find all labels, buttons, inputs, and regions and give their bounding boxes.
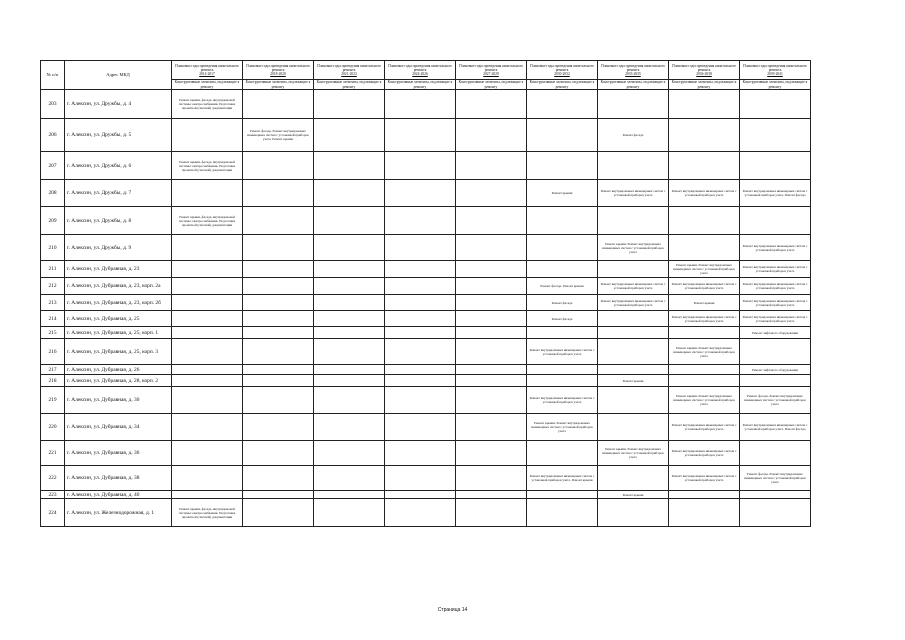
table-row bbox=[41, 152, 811, 180]
header-period-1 bbox=[243, 61, 314, 80]
repair-cell bbox=[456, 327, 527, 339]
repair-cell bbox=[385, 295, 456, 311]
repair-cell bbox=[598, 327, 669, 339]
table-row bbox=[41, 180, 811, 207]
row-number: 209 bbox=[41, 207, 65, 235]
table-row bbox=[41, 466, 811, 491]
repair-cell bbox=[172, 387, 243, 414]
repair-cell bbox=[740, 207, 811, 235]
repair-cell bbox=[669, 499, 740, 527]
repair-cell: Ремонт крыши bbox=[527, 180, 598, 207]
table-row bbox=[41, 295, 811, 311]
repair-cell bbox=[740, 90, 811, 119]
repair-cell bbox=[456, 295, 527, 311]
repair-cell bbox=[598, 365, 669, 375]
row-address: г. Алексин, ул. Дубравная, д. 23, корп. 2а bbox=[65, 278, 172, 295]
table-row bbox=[41, 499, 811, 527]
row-address: г. Алексин, ул. Дружбы, д. 7 bbox=[65, 180, 172, 207]
row-address: г. Алексин, ул. Дружбы, д. 4 bbox=[65, 90, 172, 119]
row-number: 214 bbox=[41, 311, 65, 327]
repair-cell bbox=[314, 90, 385, 119]
repair-cell bbox=[598, 387, 669, 414]
row-number: 203 bbox=[41, 90, 65, 119]
header-subheader: Конструктивные элементы, подлежащие к ремонту bbox=[456, 80, 527, 90]
repair-cell: Ремонт внутридомовых инженерных систем с установкой приборов учета. Ремонт фасада bbox=[740, 414, 811, 441]
repair-cell bbox=[314, 235, 385, 261]
repair-cell bbox=[243, 441, 314, 466]
repair-cell bbox=[527, 441, 598, 466]
table-row bbox=[41, 90, 811, 119]
header-period-years: 2024-2026 bbox=[412, 72, 428, 77]
repair-cell bbox=[385, 441, 456, 466]
repair-cell: Ремонт крыши bbox=[598, 375, 669, 387]
repair-cell bbox=[527, 327, 598, 339]
row-number: 207 bbox=[41, 152, 65, 180]
repair-cell: Ремонт крыши. Ремонт внутридомовых инженерных систем с установкой приборов учета bbox=[527, 414, 598, 441]
row-number: 224 bbox=[41, 499, 65, 527]
row-address: г. Алексин, ул. Дружбы, д. 6 bbox=[65, 152, 172, 180]
repair-cell bbox=[385, 180, 456, 207]
header-period-7 bbox=[669, 61, 740, 80]
repair-cell: Ремонт фасада. Ремонт крыши bbox=[527, 278, 598, 295]
repair-cell bbox=[456, 207, 527, 235]
repair-cell bbox=[385, 499, 456, 527]
repair-cell: Ремонт крыши, фасада, внутридомовой системы электроснабжения. Подготовка проектной (сметной) документации bbox=[172, 207, 243, 235]
repair-cell: Ремонт внутридомовых инженерных систем с установкой приборов учета bbox=[527, 339, 598, 365]
repair-cell bbox=[740, 491, 811, 499]
repair-cell bbox=[598, 414, 669, 441]
repair-cell bbox=[740, 375, 811, 387]
repair-cell bbox=[243, 207, 314, 235]
repair-cell bbox=[456, 441, 527, 466]
repair-cell bbox=[456, 119, 527, 152]
header-period-years: 2039-2041 bbox=[767, 72, 783, 77]
row-address: г. Алексин, ул. Дубравная, д. 38 bbox=[65, 466, 172, 491]
repair-cell bbox=[243, 466, 314, 491]
repair-cell: Ремонт внутридомовых инженерных систем с установкой приборов учета bbox=[669, 180, 740, 207]
table-row bbox=[41, 311, 811, 327]
repair-cell bbox=[740, 339, 811, 365]
repair-cell bbox=[314, 278, 385, 295]
repair-cell bbox=[314, 499, 385, 527]
repair-cell: Ремонт внутридомовых инженерных систем с установкой приборов учета. Ремонт фасада bbox=[740, 180, 811, 207]
repair-cell bbox=[172, 339, 243, 365]
table-row bbox=[41, 375, 811, 387]
header-period-3 bbox=[385, 61, 456, 80]
header-period-years: 2036-2038 bbox=[696, 72, 712, 77]
repair-cell bbox=[314, 180, 385, 207]
repair-cell bbox=[172, 295, 243, 311]
table-row bbox=[41, 235, 811, 261]
table-row bbox=[41, 278, 811, 295]
row-address: г. Алексин, ул. Дубравная, д. 25, корп. 1 bbox=[65, 327, 172, 339]
repair-cell bbox=[385, 119, 456, 152]
header-row-periods bbox=[41, 61, 811, 80]
repair-cell: Ремонт крыши. Ремонт внутридомовых инженерных систем с установкой приборов учета bbox=[669, 339, 740, 365]
repair-cell bbox=[243, 375, 314, 387]
repair-cell bbox=[385, 387, 456, 414]
row-number: 210 bbox=[41, 235, 65, 261]
row-address: г. Алексин, ул. Железнодорожная, д. 1 bbox=[65, 499, 172, 527]
repair-cell bbox=[456, 339, 527, 365]
row-number: 215 bbox=[41, 327, 65, 339]
row-address: г. Алексин, ул. Дубравная, д. 34 bbox=[65, 414, 172, 441]
header-subheader: Конструктивные элементы, подлежащие к ремонту bbox=[243, 80, 314, 90]
repair-cell: Ремонт крыши. Ремонт внутридомовых инженерных систем с установкой приборов учета bbox=[669, 387, 740, 414]
row-address: г. Алексин, ул. Дубравная, д. 36 bbox=[65, 441, 172, 466]
repair-cell bbox=[314, 491, 385, 499]
repair-cell bbox=[669, 365, 740, 375]
repair-cell bbox=[669, 235, 740, 261]
row-address: г. Алексин, ул. Дубравная, д. 40 bbox=[65, 491, 172, 499]
row-number: 211 bbox=[41, 261, 65, 278]
table-row bbox=[41, 339, 811, 365]
repair-cell bbox=[385, 414, 456, 441]
header-period-plan: Плановые годы проведения капитального ремонта bbox=[459, 63, 523, 72]
repair-cell bbox=[456, 365, 527, 375]
repair-cell bbox=[243, 311, 314, 327]
header-period-6 bbox=[598, 61, 669, 80]
repair-cell bbox=[456, 499, 527, 527]
row-number: 213 bbox=[41, 295, 65, 311]
repair-cell bbox=[527, 152, 598, 180]
repair-cell: Ремонт фасада bbox=[598, 119, 669, 152]
table-row bbox=[41, 365, 811, 375]
header-address: Адрес МКД bbox=[65, 61, 172, 90]
header-period-plan: Плановые годы проведения капитального ремонта bbox=[672, 63, 736, 72]
repair-cell bbox=[243, 327, 314, 339]
row-number: 217 bbox=[41, 365, 65, 375]
repair-cell bbox=[314, 441, 385, 466]
table-row bbox=[41, 207, 811, 235]
header-period-years: 2014-2017 bbox=[199, 72, 215, 77]
repair-cell: Ремонт крыши. Ремонт внутридомовых инженерных систем с установкой приборов учета bbox=[598, 441, 669, 466]
repair-cell bbox=[669, 119, 740, 152]
repair-cell bbox=[598, 466, 669, 491]
repair-cell: Ремонт внутридомовых инженерных систем с установкой приборов учета bbox=[527, 387, 598, 414]
repair-cell bbox=[385, 375, 456, 387]
page-footer: Страница 14 bbox=[437, 607, 468, 613]
repair-cell bbox=[172, 414, 243, 441]
repair-cell bbox=[172, 441, 243, 466]
repair-cell bbox=[527, 375, 598, 387]
repair-cell: Ремонт фасада. Ремонт внутридомовых инженерных систем с установкой приборов учета bbox=[740, 387, 811, 414]
header-subheader: Конструктивные элементы, подлежащие к ремонту bbox=[598, 80, 669, 90]
repair-cell: Ремонт крыши. Ремонт внутридомовых инженерных систем с установкой приборов учета bbox=[669, 261, 740, 278]
repair-cell bbox=[456, 235, 527, 261]
repair-cell: Ремонт крыши, фасада, внутридомовой системы электроснабжения. Подготовка проектной (сметной) документации bbox=[172, 152, 243, 180]
repair-cell bbox=[172, 466, 243, 491]
repair-cell bbox=[243, 152, 314, 180]
table-header bbox=[41, 61, 811, 90]
repair-cell bbox=[172, 278, 243, 295]
repair-cell bbox=[243, 90, 314, 119]
repair-cell bbox=[527, 491, 598, 499]
repair-cell bbox=[243, 365, 314, 375]
header-period-8 bbox=[740, 61, 811, 80]
capital-repair-table bbox=[40, 60, 811, 527]
header-subheader: Конструктивные элементы, подлежащие к ремонту bbox=[740, 80, 811, 90]
repair-cell bbox=[456, 466, 527, 491]
repair-cell bbox=[243, 491, 314, 499]
repair-cell bbox=[669, 327, 740, 339]
repair-cell: Ремонт внутридомовых инженерных систем с установкой приборов учета bbox=[669, 311, 740, 327]
repair-cell bbox=[669, 152, 740, 180]
repair-cell: Ремонт внутридомовых инженерных систем с установкой приборов учета bbox=[740, 235, 811, 261]
repair-cell bbox=[598, 311, 669, 327]
repair-cell bbox=[172, 491, 243, 499]
repair-cell bbox=[527, 235, 598, 261]
header-subheader: Конструктивные элементы, подлежащие к ремонту bbox=[314, 80, 385, 90]
repair-cell bbox=[314, 207, 385, 235]
repair-cell: Ремонт внутридомовых инженерных систем с установкой приборов учета bbox=[598, 180, 669, 207]
repair-cell: Ремонт лифтового оборудования bbox=[740, 327, 811, 339]
header-period-plan: Плановые годы проведения капитального ремонта bbox=[388, 63, 452, 72]
repair-cell bbox=[456, 152, 527, 180]
repair-cell bbox=[385, 339, 456, 365]
repair-cell bbox=[456, 375, 527, 387]
header-period-0 bbox=[172, 61, 243, 80]
header-subheader: Конструктивные элементы, подлежащие к ремонту bbox=[385, 80, 456, 90]
repair-cell bbox=[314, 339, 385, 365]
header-subheader: Конструктивные элементы, подлежащие к ремонту bbox=[172, 80, 243, 90]
row-number: 220 bbox=[41, 414, 65, 441]
repair-cell bbox=[740, 152, 811, 180]
repair-cell bbox=[598, 207, 669, 235]
row-address: г. Алексин, ул. Дубравная, д. 26 bbox=[65, 365, 172, 375]
repair-cell bbox=[314, 375, 385, 387]
repair-cell bbox=[385, 327, 456, 339]
repair-cell bbox=[456, 311, 527, 327]
repair-cell bbox=[172, 261, 243, 278]
table-row bbox=[41, 414, 811, 441]
repair-cell bbox=[243, 261, 314, 278]
repair-cell bbox=[385, 261, 456, 278]
row-number: 216 bbox=[41, 339, 65, 365]
repair-cell bbox=[243, 414, 314, 441]
row-number: 212 bbox=[41, 278, 65, 295]
repair-cell bbox=[527, 365, 598, 375]
repair-cell bbox=[740, 119, 811, 152]
repair-cell: Ремонт внутридомовых инженерных систем с установкой приборов учета bbox=[669, 414, 740, 441]
table-row bbox=[41, 387, 811, 414]
repair-cell bbox=[172, 235, 243, 261]
repair-cell bbox=[385, 235, 456, 261]
repair-cell: Ремонт фасада. Ремонт внутридомовых инженерных систем с установкой приборов учета. Ремонт крыши bbox=[243, 119, 314, 152]
table-row bbox=[41, 441, 811, 466]
table-row bbox=[41, 327, 811, 339]
repair-cell bbox=[243, 499, 314, 527]
repair-cell: Ремонт внутридомовых инженерных систем с установкой приборов учета bbox=[740, 278, 811, 295]
header-num: № п/п bbox=[41, 61, 65, 90]
repair-cell: Ремонт крыши, фасада, внутридомовой системы электроснабжения. Подготовка проектной (сметной) документации bbox=[172, 90, 243, 119]
repair-cell: Ремонт внутридомовых инженерных систем с установкой приборов учета bbox=[740, 295, 811, 311]
row-number: 221 bbox=[41, 441, 65, 466]
repair-cell: Ремонт внутридомовых инженерных систем с установкой приборов учета bbox=[669, 441, 740, 466]
table-row bbox=[41, 491, 811, 499]
header-period-2 bbox=[314, 61, 385, 80]
repair-cell: Ремонт внутридомовых инженерных систем с установкой приборов учета bbox=[669, 278, 740, 295]
repair-cell bbox=[740, 441, 811, 466]
repair-cell bbox=[598, 261, 669, 278]
repair-cell bbox=[456, 90, 527, 119]
row-number: 218 bbox=[41, 375, 65, 387]
repair-cell bbox=[456, 491, 527, 499]
repair-cell bbox=[243, 180, 314, 207]
row-address: г. Алексин, ул. Дубравная, д. 25 bbox=[65, 311, 172, 327]
header-period-years: 2027-2029 bbox=[483, 72, 499, 77]
repair-cell bbox=[456, 261, 527, 278]
repair-cell bbox=[456, 414, 527, 441]
repair-cell: Ремонт крыши bbox=[598, 491, 669, 499]
repair-cell bbox=[172, 365, 243, 375]
repair-cell bbox=[314, 327, 385, 339]
repair-cell bbox=[314, 152, 385, 180]
header-period-plan: Плановые годы проведения капитального ремонта bbox=[175, 63, 239, 72]
row-number: 206 bbox=[41, 119, 65, 152]
header-period-5 bbox=[527, 61, 598, 80]
repair-cell: Ремонт внутридомовых инженерных систем с установкой приборов учета bbox=[598, 295, 669, 311]
repair-cell: Ремонт фасада bbox=[527, 311, 598, 327]
row-number: 208 bbox=[41, 180, 65, 207]
repair-cell bbox=[385, 90, 456, 119]
header-period-plan: Плановые годы проведения капитального ремонта bbox=[317, 63, 381, 72]
repair-cell bbox=[669, 207, 740, 235]
repair-cell bbox=[385, 311, 456, 327]
repair-cell bbox=[527, 90, 598, 119]
repair-cell bbox=[456, 278, 527, 295]
repair-cell bbox=[314, 387, 385, 414]
header-period-plan: Плановые годы проведения капитального ремонта bbox=[601, 63, 665, 72]
repair-cell bbox=[314, 261, 385, 278]
repair-cell bbox=[172, 119, 243, 152]
repair-cell bbox=[314, 466, 385, 491]
repair-cell: Ремонт внутридомовых инженерных систем с установкой приборов учета bbox=[669, 466, 740, 491]
repair-cell bbox=[385, 466, 456, 491]
row-address: г. Алексин, ул. Дубравная, д. 23, корп. 2б bbox=[65, 295, 172, 311]
repair-cell: Ремонт внутридомовых инженерных систем с установкой приборов учета. Ремонт крыши bbox=[527, 466, 598, 491]
repair-cell bbox=[243, 339, 314, 365]
repair-cell bbox=[172, 375, 243, 387]
header-subheader: Конструктивные элементы, подлежащие к ремонту bbox=[669, 80, 740, 90]
row-address: г. Алексин, ул. Дубравная, д. 28, корп. 2 bbox=[65, 375, 172, 387]
repair-cell bbox=[740, 499, 811, 527]
repair-cell bbox=[243, 387, 314, 414]
repair-cell: Ремонт крыши. Ремонт внутридомовых инженерных систем с установкой приборов учета bbox=[598, 235, 669, 261]
header-period-plan: Плановые годы проведения капитального ремонта bbox=[246, 63, 310, 72]
repair-cell: Ремонт внутридомовых инженерных систем с установкой приборов учета bbox=[740, 311, 811, 327]
repair-cell bbox=[314, 119, 385, 152]
header-period-years: 2033-2035 bbox=[625, 72, 641, 77]
header-period-plan: Плановые годы проведения капитального ремонта bbox=[530, 63, 594, 72]
repair-cell bbox=[456, 387, 527, 414]
repair-cell bbox=[527, 499, 598, 527]
row-address: г. Алексин, ул. Дубравная, д. 25, корп. 3 bbox=[65, 339, 172, 365]
header-subheader: Конструктивные элементы, подлежащие к ремонту bbox=[527, 80, 598, 90]
repair-cell bbox=[598, 152, 669, 180]
header-period-years: 2021-2023 bbox=[341, 72, 357, 77]
repair-cell bbox=[243, 295, 314, 311]
repair-cell bbox=[385, 365, 456, 375]
repair-cell bbox=[172, 180, 243, 207]
repair-cell bbox=[669, 90, 740, 119]
repair-cell bbox=[669, 491, 740, 499]
repair-cell bbox=[172, 327, 243, 339]
header-period-years: 2030-2032 bbox=[554, 72, 570, 77]
row-address: г. Алексин, ул. Дружбы, д. 9 bbox=[65, 235, 172, 261]
repair-cell bbox=[314, 365, 385, 375]
repair-cell bbox=[314, 295, 385, 311]
repair-cell: Ремонт крыши bbox=[669, 295, 740, 311]
header-period-4 bbox=[456, 61, 527, 80]
row-address: г. Алексин, ул. Дубравная, д. 23 bbox=[65, 261, 172, 278]
row-number: 219 bbox=[41, 387, 65, 414]
row-address: г. Алексин, ул. Дружбы, д. 8 bbox=[65, 207, 172, 235]
repair-cell: Ремонт фасада. Ремонт внутридомовых инженерных систем с установкой приборов учета bbox=[740, 466, 811, 491]
repair-cell bbox=[598, 339, 669, 365]
row-number: 223 bbox=[41, 491, 65, 499]
repair-cell bbox=[598, 499, 669, 527]
table-row bbox=[41, 261, 811, 278]
repair-cell: Ремонт крыши, фасада, внутридомовой системы электроснабжения. Подготовка проектной (сметной) документации bbox=[172, 499, 243, 527]
repair-cell: Ремонт лифтового оборудования bbox=[740, 365, 811, 375]
repair-cell bbox=[669, 375, 740, 387]
repair-cell bbox=[243, 278, 314, 295]
repair-cell bbox=[527, 207, 598, 235]
repair-cell: Ремонт внутридомовых инженерных систем с установкой приборов учета bbox=[740, 261, 811, 278]
row-address: г. Алексин, ул. Дубравная, д. 30 bbox=[65, 387, 172, 414]
repair-cell bbox=[385, 491, 456, 499]
repair-cell bbox=[527, 119, 598, 152]
repair-cell: Ремонт внутридомовых инженерных систем с установкой приборов учета bbox=[598, 278, 669, 295]
repair-cell bbox=[385, 207, 456, 235]
repair-cell bbox=[598, 90, 669, 119]
row-number: 222 bbox=[41, 466, 65, 491]
repair-cell bbox=[385, 152, 456, 180]
repair-cell bbox=[243, 235, 314, 261]
repair-cell bbox=[314, 311, 385, 327]
header-period-plan: Плановые годы проведения капитального ремонта bbox=[743, 63, 807, 72]
repair-cell bbox=[385, 278, 456, 295]
repair-cell: Ремонт фасада bbox=[527, 295, 598, 311]
repair-cell bbox=[456, 180, 527, 207]
repair-cell bbox=[314, 414, 385, 441]
repair-cell bbox=[527, 261, 598, 278]
repair-cell bbox=[172, 311, 243, 327]
table-body bbox=[41, 90, 811, 527]
row-address: г. Алексин, ул. Дружбы, д. 5 bbox=[65, 119, 172, 152]
table-row bbox=[41, 119, 811, 152]
header-period-years: 2018-2020 bbox=[270, 72, 286, 77]
